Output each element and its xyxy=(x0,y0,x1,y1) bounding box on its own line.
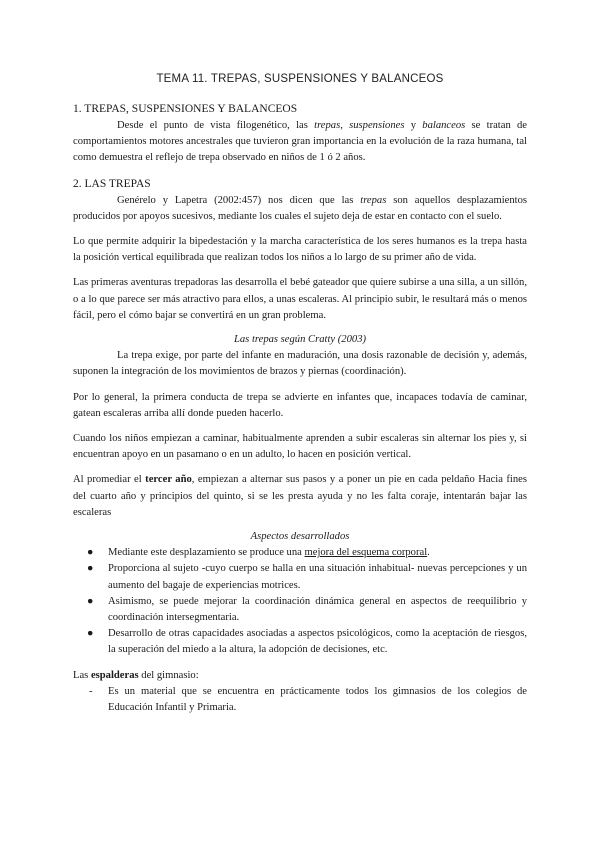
bullet-icon: ● xyxy=(87,628,94,640)
document-title: TEMA 11. TREPAS, SUSPENSIONES Y BALANCEOS xyxy=(156,73,444,85)
espalderas-intro: Las espalderas del gimnasio: xyxy=(73,669,199,681)
section-2-paragraph-bipedestacion: Lo que permite adquirir la bipedestación y la marcha característica de los seres humanos es la trepa hasta la posición vertical equilibrada que realizan todos los niños a lo largo de su primer año de vida. xyxy=(73,236,527,264)
list-item: ● Desarrollo de otras capacidades asociadas a aspectos psicológicos, como la aceptación de riesgos, la superación del miedo a la altura, la adopción de decisiones, etc. xyxy=(87,628,527,656)
dash-icon: - xyxy=(89,685,93,697)
list-item: ● Proporciona al sujeto -cuyo cuerpo se halla en una situación inhabitual- nuevas percepciones y un aumento del bagaje de experiencias motrices. xyxy=(87,563,527,591)
aspects-title: Aspectos desarrollados xyxy=(250,531,350,543)
list-item: ● Mediante este desplazamiento se produce una mejora del esquema corporal. xyxy=(73,545,527,561)
aspects-list xyxy=(73,545,527,658)
cratty-paragraph-conducta: Por lo general, la primera conducta de trepa se advierte en infantes que, incapaces todavía de caminar, gatean escaleras arriba allí donde pueden hacerlo. xyxy=(73,391,527,419)
section-1-paragraph: Desde el punto de vista filogenético, las trepas, suspensiones y balanceos se tratan de comportamientos motores ancestrales que tuvieron gran importancia en la evolución de la raza humana, tal como demuestra el reflejo de trepa observado en niños de 1 ó 2 años. xyxy=(73,120,527,164)
document-body xyxy=(73,101,527,716)
cratty-paragraph-tercer-ano: Al promediar el tercer año, empiezan a alternar sus pasos y a poner un pie en cada peldaño Hacia fines del cuarto año y principios del quinto, si se les presta ayuda y no les falta coraje, intentarán bajar las escaleras xyxy=(73,474,527,518)
bullet-icon: ● xyxy=(87,547,94,559)
bullet-icon: ● xyxy=(87,595,94,607)
list-item: - Es un material que se encuentra en prácticamente todos los gimnasios de los colegios de Educación Infantil y Primaria. xyxy=(89,685,527,714)
section-2-paragraph-aventuras: Las primeras aventuras trepadoras las desarrolla el bebé gateador que quiere subirse a una silla, a un sillón, o a lo que parece ser más atractivo para ellos, a unas escaleras. Al principio subir, le resultará más o menos fácil, pero el cómo bajar se convertirá en un gran problema. xyxy=(73,277,527,321)
section-2-heading: 2. LAS TREPAS xyxy=(73,177,151,190)
section-1-heading: 1. TREPAS, SUSPENSIONES Y BALANCEOS xyxy=(73,103,298,115)
list-item: ● Asimismo, se puede mejorar la coordinación dinámica general en aspectos de reequilibrio y coordinación intersegmentaria. xyxy=(87,595,527,624)
section-2-paragraph-definition: Genérelo y Lapetra (2002:457) nos dicen que las trepas son aquellos desplazamientos producidos por apoyos sucesivos, mediante los cuales el sujeto deja de estar en contacto con el suelo. xyxy=(73,194,527,222)
espalderas-list xyxy=(73,684,527,716)
cratty-subtitle: Las trepas según Cratty (2003) xyxy=(233,334,367,346)
cratty-paragraph-caminar: Cuando los niños empiezan a caminar, habitualmente aprenden a subir escaleras sin alternar los pies y, si encuentran apoyo en un pasamano o en un adulto, lo hacen en posición vertical. xyxy=(73,433,527,461)
cratty-paragraph-exige: La trepa exige, por parte del infante en maduración, una dosis razonable de decisión y, además, suponen la integración de los movimientos de brazos y piernas (coordinación). xyxy=(73,350,527,378)
bullet-icon: ● xyxy=(87,563,94,575)
